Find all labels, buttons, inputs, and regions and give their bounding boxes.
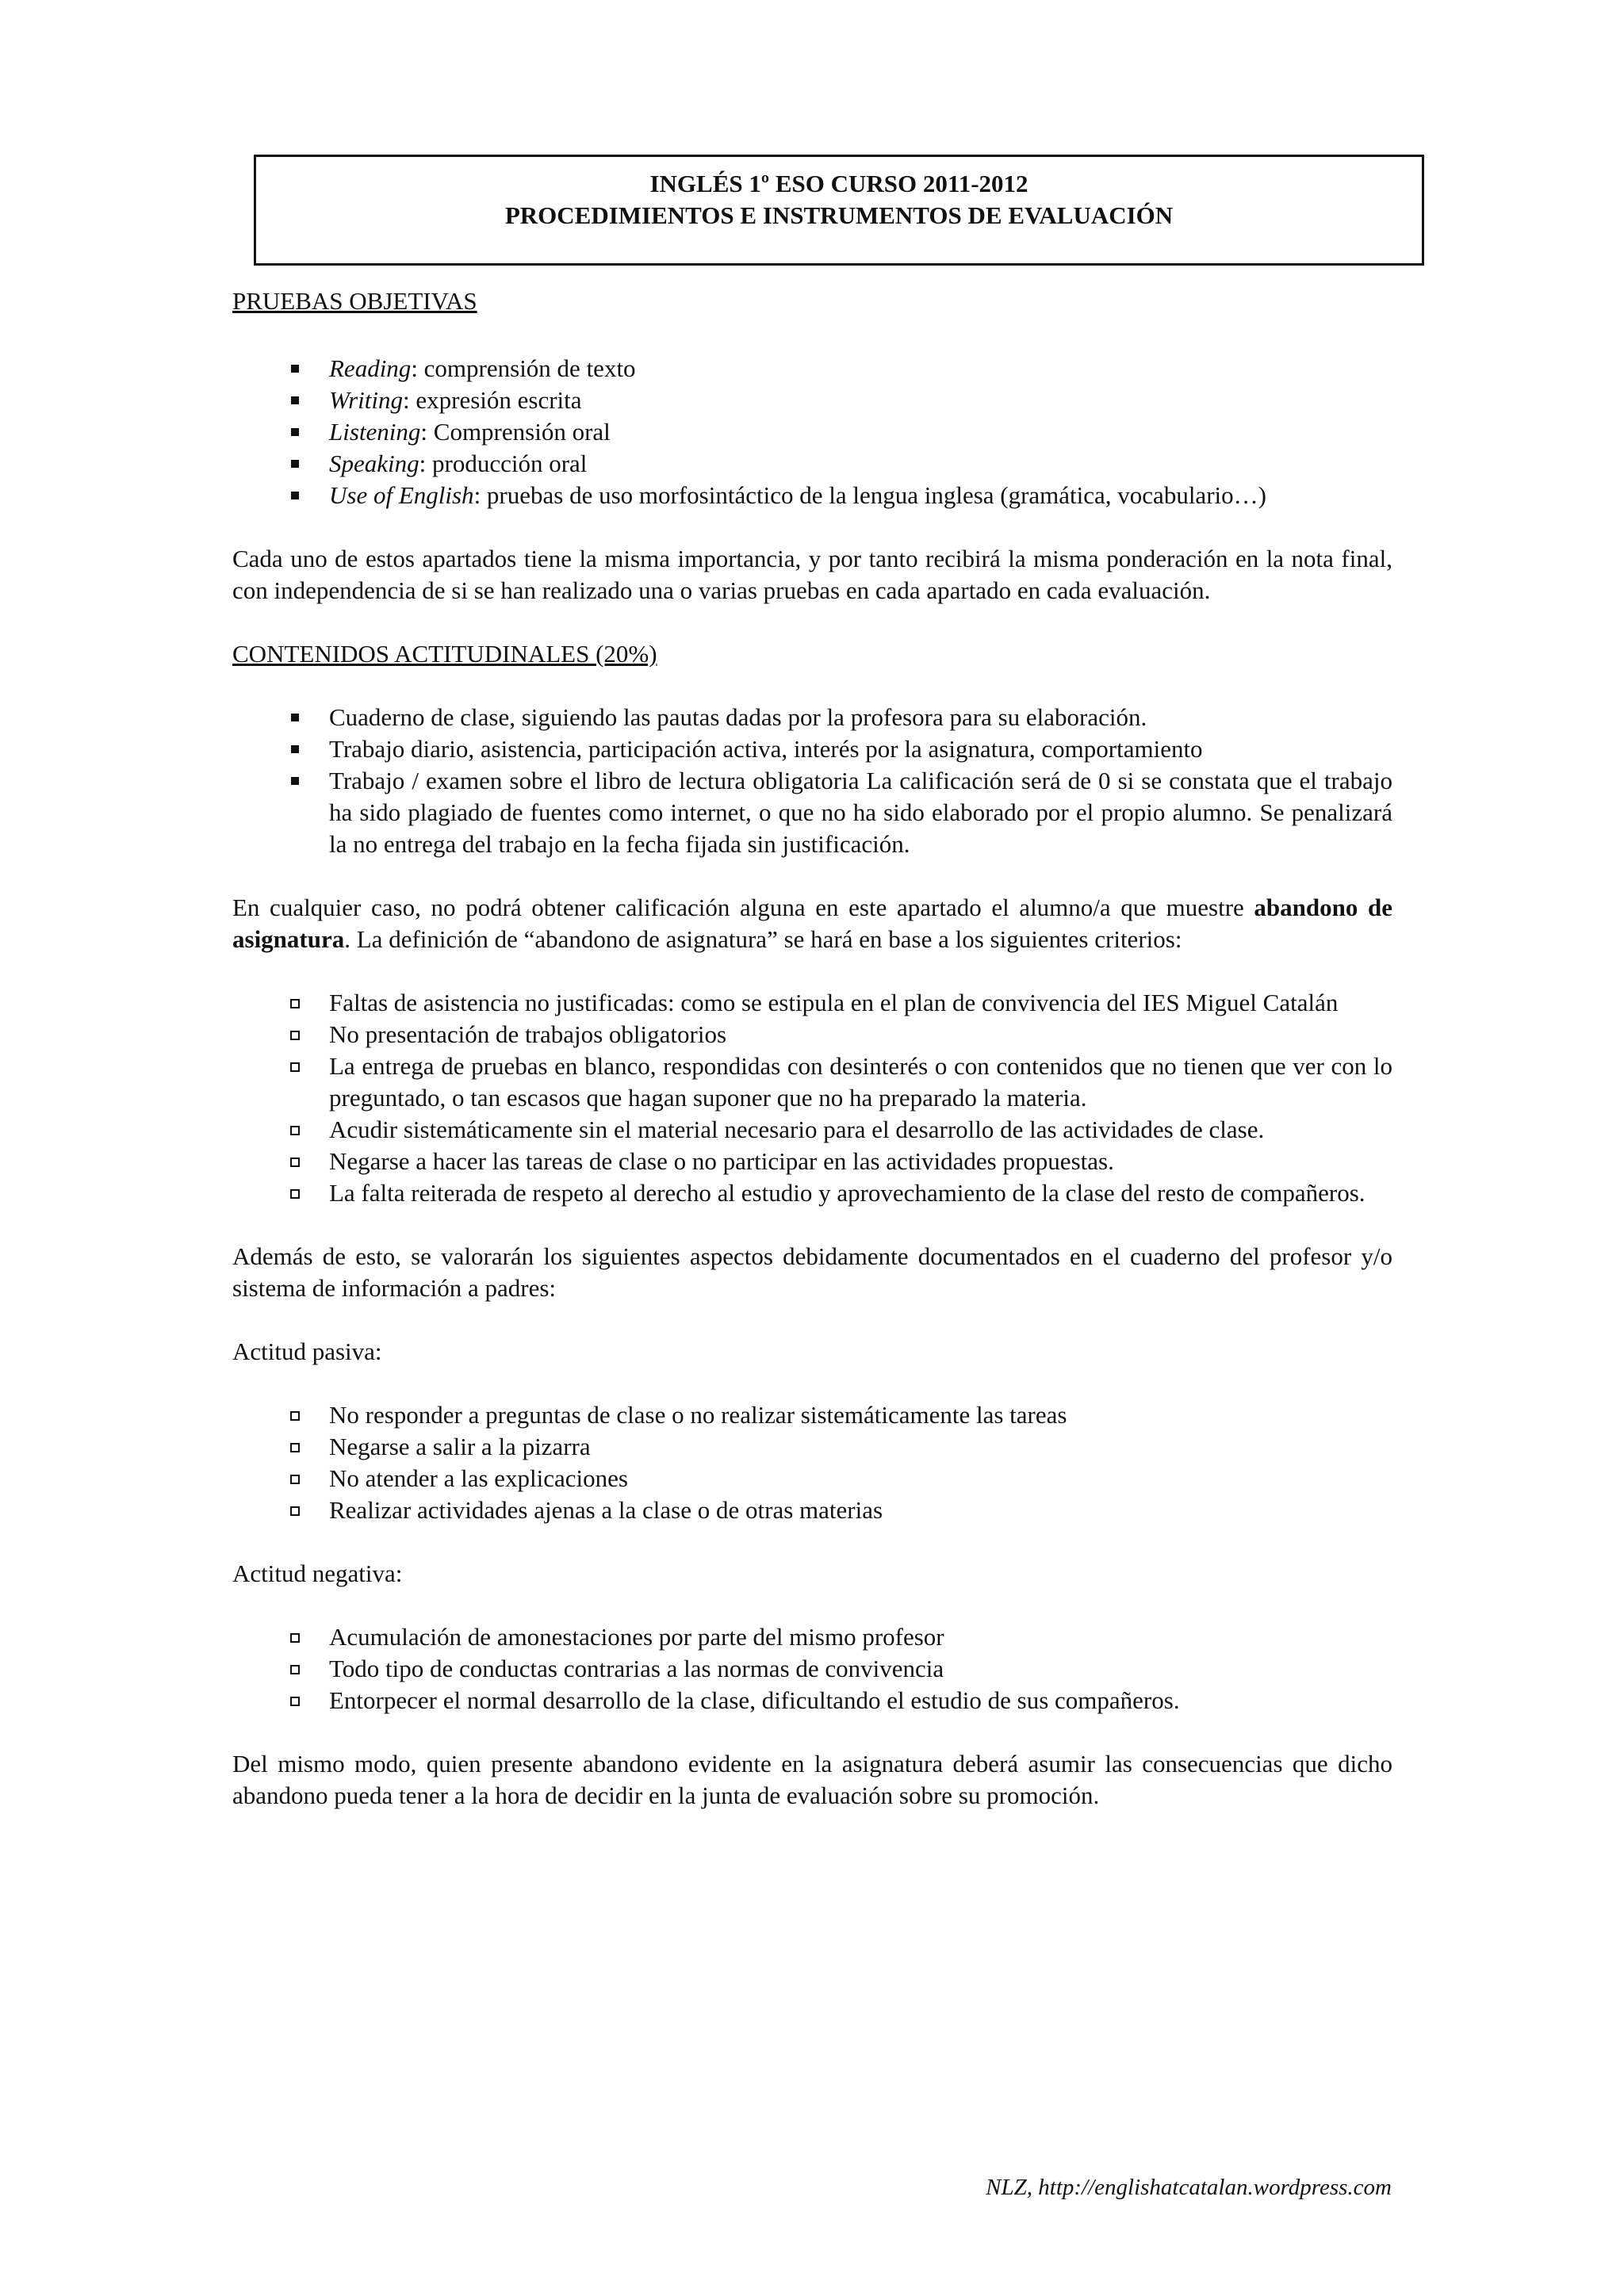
checkbox-icon <box>283 987 307 1019</box>
bullet-icon <box>283 765 307 797</box>
checkbox-icon <box>283 1146 307 1177</box>
list-item: La entrega de pruebas en blanco, respondidas con desinterés o con contenidos que no tienen que ver con lo preguntado, o tan escasos que hagan suponer que no ha preparado la materia. <box>232 1050 1392 1114</box>
list-item: Trabajo diario, asistencia, participación activa, interés por la asignatura, comportamiento <box>232 733 1392 765</box>
list-item: Reading: comprensión de texto <box>232 353 1392 385</box>
list-item: Realizar actividades ajenas a la clase o de otras materias <box>232 1494 1392 1526</box>
bullet-icon <box>283 480 307 511</box>
negativa-list <box>232 1621 1392 1716</box>
pasiva-list <box>232 1399 1392 1526</box>
list-item: Listening: Comprensión oral <box>232 416 1392 448</box>
bullet-icon <box>283 385 307 416</box>
checkbox-icon <box>283 1019 307 1050</box>
checkbox-icon <box>283 1431 307 1463</box>
list-item: Faltas de asistencia no justificadas: como se estipula en el plan de convivencia del IES Miguel Catalán <box>232 987 1392 1019</box>
list-item: Acumulación de amonestaciones por parte del mismo profesor <box>232 1621 1392 1653</box>
actitudinales-list <box>232 702 1392 860</box>
title-line-2: PROCEDIMIENTOS E INSTRUMENTOS DE EVALUACIÓN <box>504 201 1174 229</box>
checkbox-icon <box>283 1114 307 1146</box>
list-item: Use of English: pruebas de uso morfosintáctico de la lengua inglesa (gramática, vocabulario…) <box>232 480 1392 511</box>
list-item: No presentación de trabajos obligatorios <box>232 1019 1392 1050</box>
abandono-emphasis: abandono de asignatura <box>232 894 1393 953</box>
closing-paragraph: Del mismo modo, quien presente abandono evidente en la asignatura deberá asumir las consecuencias que dicho abandono pueda tener a la hora de decidir en la junta de evaluación sobre su promoción. <box>232 1750 1392 1809</box>
list-item: Speaking: producción oral <box>232 448 1392 480</box>
checkbox-icon <box>283 1050 307 1082</box>
list-item: Acudir sistemáticamente sin el material necesario para el desarrollo de las actividades de clase. <box>232 1114 1392 1146</box>
section-heading-pruebas: PRUEBAS OBJETIVAS <box>232 287 477 315</box>
checkbox-icon <box>283 1463 307 1494</box>
checkbox-icon <box>283 1685 307 1716</box>
bullet-icon <box>283 353 307 385</box>
title-line-1: INGLÉS 1º ESO CURSO 2011-2012 <box>649 170 1028 197</box>
bullet-icon <box>283 416 307 448</box>
actitud-pasiva-label: Actitud pasiva: <box>232 1337 382 1365</box>
list-item: Todo tipo de conductas contrarias a las normas de convivencia <box>232 1653 1392 1685</box>
footer-credit: NLZ, http://englishatcatalan.wordpress.com <box>986 2175 1392 2200</box>
section-heading-actitudinales: CONTENIDOS ACTITUDINALES (20%) <box>232 640 657 668</box>
bullet-icon <box>283 733 307 765</box>
checkbox-icon <box>283 1653 307 1685</box>
checkbox-icon <box>283 1621 307 1653</box>
actitud-negativa-label: Actitud negativa: <box>232 1559 403 1587</box>
list-item: No responder a preguntas de clase o no realizar sistemáticamente las tareas <box>232 1399 1392 1431</box>
title-box <box>254 155 1424 266</box>
bullet-icon <box>283 448 307 480</box>
document-body <box>232 285 1392 1812</box>
list-item: Negarse a hacer las tareas de clase o no participar en las actividades propuestas. <box>232 1146 1392 1177</box>
pruebas-paragraph: Cada uno de estos apartados tiene la misma importancia, y por tanto recibirá la misma ponderación en la nota final, con independencia de si se han realizado una o varias pruebas en cada apartado en cada evaluación. <box>232 545 1392 604</box>
checkbox-icon <box>283 1494 307 1526</box>
ademas-paragraph: Además de esto, se valorarán los siguientes aspectos debidamente documentados en el cuaderno del profesor y/o sistema de información a padres: <box>232 1242 1392 1302</box>
pruebas-list <box>232 353 1392 511</box>
list-item: Negarse a salir a la pizarra <box>232 1431 1392 1463</box>
list-item: Writing: expresión escrita <box>232 385 1392 416</box>
bullet-icon <box>283 702 307 733</box>
list-item: Cuaderno de clase, siguiendo las pautas dadas por la profesora para su elaboración. <box>232 702 1392 733</box>
list-item: No atender a las explicaciones <box>232 1463 1392 1494</box>
list-item: Entorpecer el normal desarrollo de la clase, dificultando el estudio de sus compañeros. <box>232 1685 1392 1716</box>
abandono-paragraph: En cualquier caso, no podrá obtener calificación alguna en este apartado el alumno/a que muestre abandono de asignatura. La definición de “abandono de asignatura” se hará en base a los siguientes criterios: <box>232 894 1393 953</box>
list-item: Trabajo / examen sobre el libro de lectura obligatoria La calificación será de 0 si se constata que el trabajo ha sido plagiado de fuentes como internet, o que no ha sido elaborado por el propio alumno. Se penalizará la no entrega del trabajo en la fecha fijada sin justificación. <box>232 765 1392 860</box>
checkbox-icon <box>283 1399 307 1431</box>
criterios-list <box>232 987 1392 1209</box>
list-item: La falta reiterada de respeto al derecho al estudio y aprovechamiento de la clase del resto de compañeros. <box>232 1177 1392 1209</box>
checkbox-icon <box>283 1177 307 1209</box>
